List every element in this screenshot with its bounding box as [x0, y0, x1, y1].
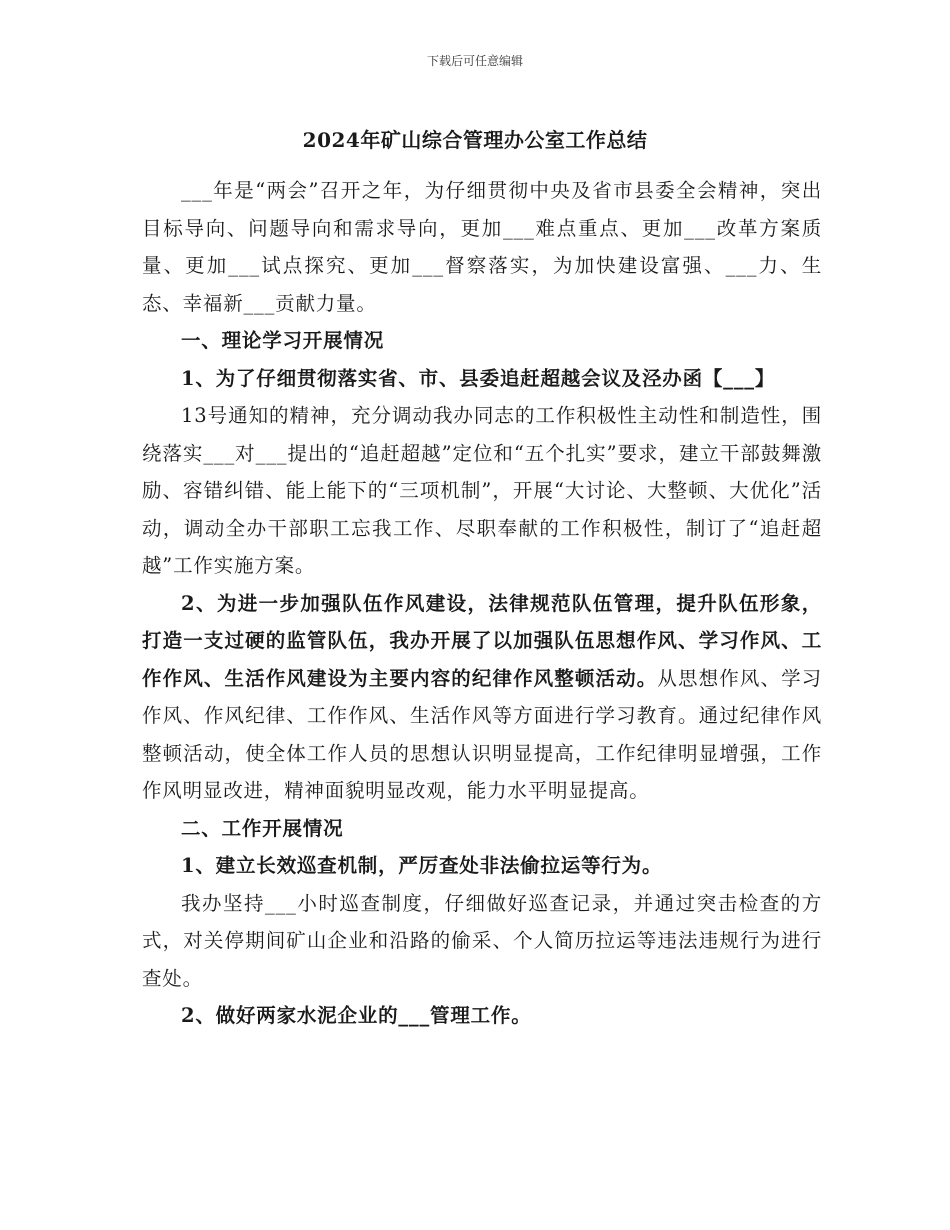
section2-heading: 二、工作开展情况: [181, 816, 344, 840]
intro-paragraph: ___年是“两会”召开之年，为仔细贯彻中央及省市县委全会精神，突出目标导向、问题导向和需求导向，更加___难点重点、更加___改革方案质量、更加___试点探究、更加___督察落实，为加快建设富强、___力、生态、幸福新___贡献力量。: [142, 179, 823, 315]
document-body: [142, 172, 822, 1035]
section1-item1-body: 13号通知的精神，充分调动我办同志的工作积极性主动性和制造性，围绕落实___对___提出的“追赶超越”定位和“五个扎实”要求，建立干部鼓舞激励、容错纠错、能上能下的“三项机制”，开展“大讨论、大整顿、大优化”活动，调动全办干部职工忘我工作、尽职奉献的工作积极性，制订了“追赶超越”工作实施方案。: [142, 404, 822, 577]
document-title: 2024年矿山综合管理办公室工作总结: [302, 128, 648, 152]
section2-item1-body: 我办坚持___小时巡查制度，仔细做好巡查记录，并通过突击检查的方式，对关停期间矿山企业和沿路的偷采、个人简历拉运等违法违规行为进行查处。: [142, 891, 822, 990]
section1-item2-body: 从思想作风、学习作风、作风纪律、工作作风、生活作风等方面进行学习教育。通过纪律作风整顿活动，使全体工作人员的思想认识明显提高，工作纪律明显增强，工作作风明显改进，精神面貌明显改观，能力水平明显提高。: [142, 666, 822, 802]
header-note: 下载后可任意编辑: [426, 54, 523, 68]
section2-item2-heading: 2、做好两家水泥企业的___管理工作。: [181, 1004, 532, 1027]
section1-item2-paragraph: [142, 585, 822, 810]
section1-item2-lead: 2、为进一步加强队伍作风建设，法律规范队伍管理，提升队伍形象，打造一支过硬的监管队伍，我办开展了以加强队伍思想作风、学习作风、工作作风、生活作风建设为主要内容的纪律作风整顿活动。: [142, 591, 822, 690]
section1-item1-heading: 1、为了仔细贯彻落实省、市、县委追赶超越会议及泾办函【___】: [181, 366, 776, 390]
section1-heading: 一、理论学习开展情况: [181, 329, 385, 352]
section2-item1-heading: 1、建立长效巡查机制，严厉查处非法偷拉运等行为。: [181, 854, 663, 877]
